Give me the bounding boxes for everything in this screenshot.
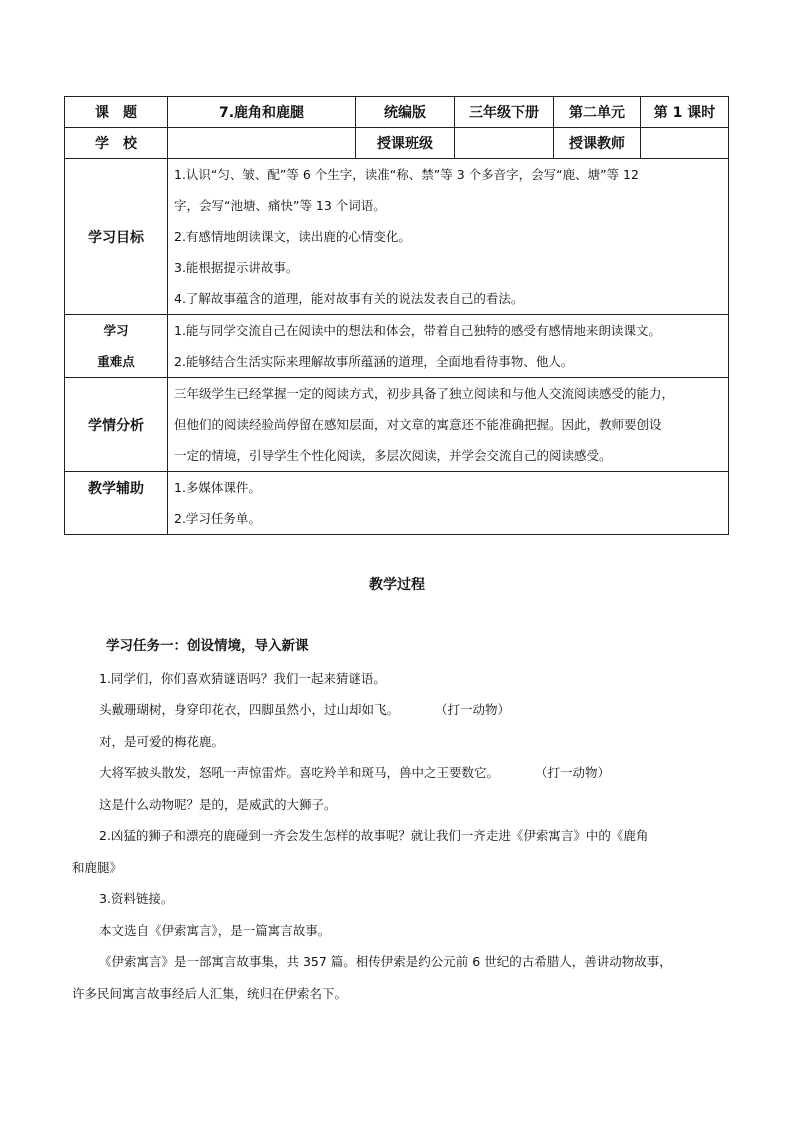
paragraph-continued: 和鹿腿》 xyxy=(72,859,123,875)
cell-label-analysis: 学情分析 xyxy=(65,378,168,472)
lesson-info-table xyxy=(64,96,729,535)
goal-line: 1.认识“匀、皱、配”等 6 个生字，读准“称、禁”等 3 个多音字，会写“鹿、塘”等 12 xyxy=(174,167,639,182)
cell-difficulty-content xyxy=(168,315,729,378)
cell-analysis-content xyxy=(168,378,729,472)
process-body xyxy=(72,631,732,1009)
answer-1: 对，是可爱的梅花鹿。 xyxy=(99,733,225,749)
paragraph-continued: 许多民间寓言故事经后人汇集，统归在伊索名下。 xyxy=(72,985,348,1001)
cell-label-difficulty xyxy=(65,315,168,378)
cell-unit: 第二单元 xyxy=(554,97,641,128)
cell-school-value xyxy=(168,128,356,159)
goal-line: 3.能根据提示讲故事。 xyxy=(174,260,299,275)
paragraph: 《伊索寓言》是一部寓言故事集，共 357 篇。相传伊索是约公元前 6 世纪的古希腊人，善讲动物故事， xyxy=(99,954,672,969)
table-row-school xyxy=(65,128,729,159)
riddle-hint: （打一动物） xyxy=(535,765,611,780)
analysis-line: 一定的情境，引导学生个性化阅读，多层次阅读，并学会交流自己的阅读感受。 xyxy=(174,448,612,463)
cell-teacher-value xyxy=(641,128,729,159)
table-row-aids xyxy=(65,472,729,535)
cell-grade: 三年级下册 xyxy=(455,97,554,128)
section-title: 教学过程 xyxy=(369,577,425,593)
task-heading: 学习任务一：创设情境，导入新课 xyxy=(106,638,309,654)
aid-line: 1.多媒体课件。 xyxy=(174,480,261,495)
table-row-goals xyxy=(65,159,729,315)
cell-label-class: 授课班级 xyxy=(356,128,455,159)
difficulty-line: 2.能够结合生活实际来理解故事所蕴涵的道理，全面地看待事物、他人。 xyxy=(174,354,574,369)
cell-goals-content xyxy=(168,159,729,315)
goal-line: 4.了解故事蕴含的道理，能对故事有关的说法发表自己的看法。 xyxy=(174,291,524,306)
aid-line: 2.学习任务单。 xyxy=(174,511,261,526)
table-row-title xyxy=(65,97,729,128)
analysis-line: 三年级学生已经掌握一定的阅读方式，初步具备了独立阅读和与他人交流阅读感受的能力， xyxy=(174,386,675,401)
cell-label-aids: 教学辅助 xyxy=(65,472,168,535)
difficulty-line: 1.能与同学交流自己在阅读中的想法和体会，带着自己独特的感受有感情地来朗读课文。 xyxy=(174,323,661,338)
riddle-2 xyxy=(72,757,732,789)
cell-aids-content xyxy=(168,472,729,535)
cell-period: 第 1 课时 xyxy=(641,97,729,128)
cell-label-topic: 课 题 xyxy=(65,97,168,128)
paragraph: 3.资料链接。 xyxy=(99,891,174,906)
goal-line: 2.有感情地朗读课文，读出鹿的心情变化。 xyxy=(174,229,411,244)
riddle-text: 头戴珊瑚树，身穿印花衣，四脚虽然小，过山却如飞。 xyxy=(99,702,400,717)
difficulty-label-line1: 学习 xyxy=(103,323,129,338)
cell-class-value xyxy=(455,128,554,159)
riddle-text: 大将军披头散发，怒吼一声惊雷炸。喜吃羚羊和斑马，兽中之王要数它。 xyxy=(99,765,500,780)
answer-2: 这是什么动物呢？是的，是威武的大狮子。 xyxy=(99,796,337,812)
riddle-hint: （打一动物） xyxy=(435,702,511,717)
cell-edition: 统编版 xyxy=(356,97,455,128)
paragraph: 1.同学们，你们喜欢猜谜语吗？我们一起来猜谜语。 xyxy=(99,670,386,686)
cell-label-teacher: 授课教师 xyxy=(554,128,641,159)
cell-lesson-title: 7.鹿角和鹿腿 xyxy=(168,97,356,128)
table-row-analysis xyxy=(65,378,729,472)
cell-label-school: 学 校 xyxy=(65,128,168,159)
goal-line: 字，会写“池塘、痛快”等 13 个词语。 xyxy=(174,198,386,213)
riddle-1 xyxy=(72,694,732,726)
analysis-line: 但他们的阅读经验尚停留在感知层面，对文章的寓意还不能准确把握。因此，教师要创设 xyxy=(174,417,662,432)
paragraph: 2.凶猛的狮子和漂亮的鹿碰到一齐会发生怎样的故事呢？就让我们一齐走进《伊索寓言》中的《鹿角 xyxy=(99,828,649,843)
paragraph: 本文选自《伊索寓言》，是一篇寓言故事。 xyxy=(99,922,331,938)
table-row-difficulty xyxy=(65,315,729,378)
difficulty-label-line2: 重难点 xyxy=(97,354,135,369)
cell-label-goals: 学习目标 xyxy=(65,159,168,315)
